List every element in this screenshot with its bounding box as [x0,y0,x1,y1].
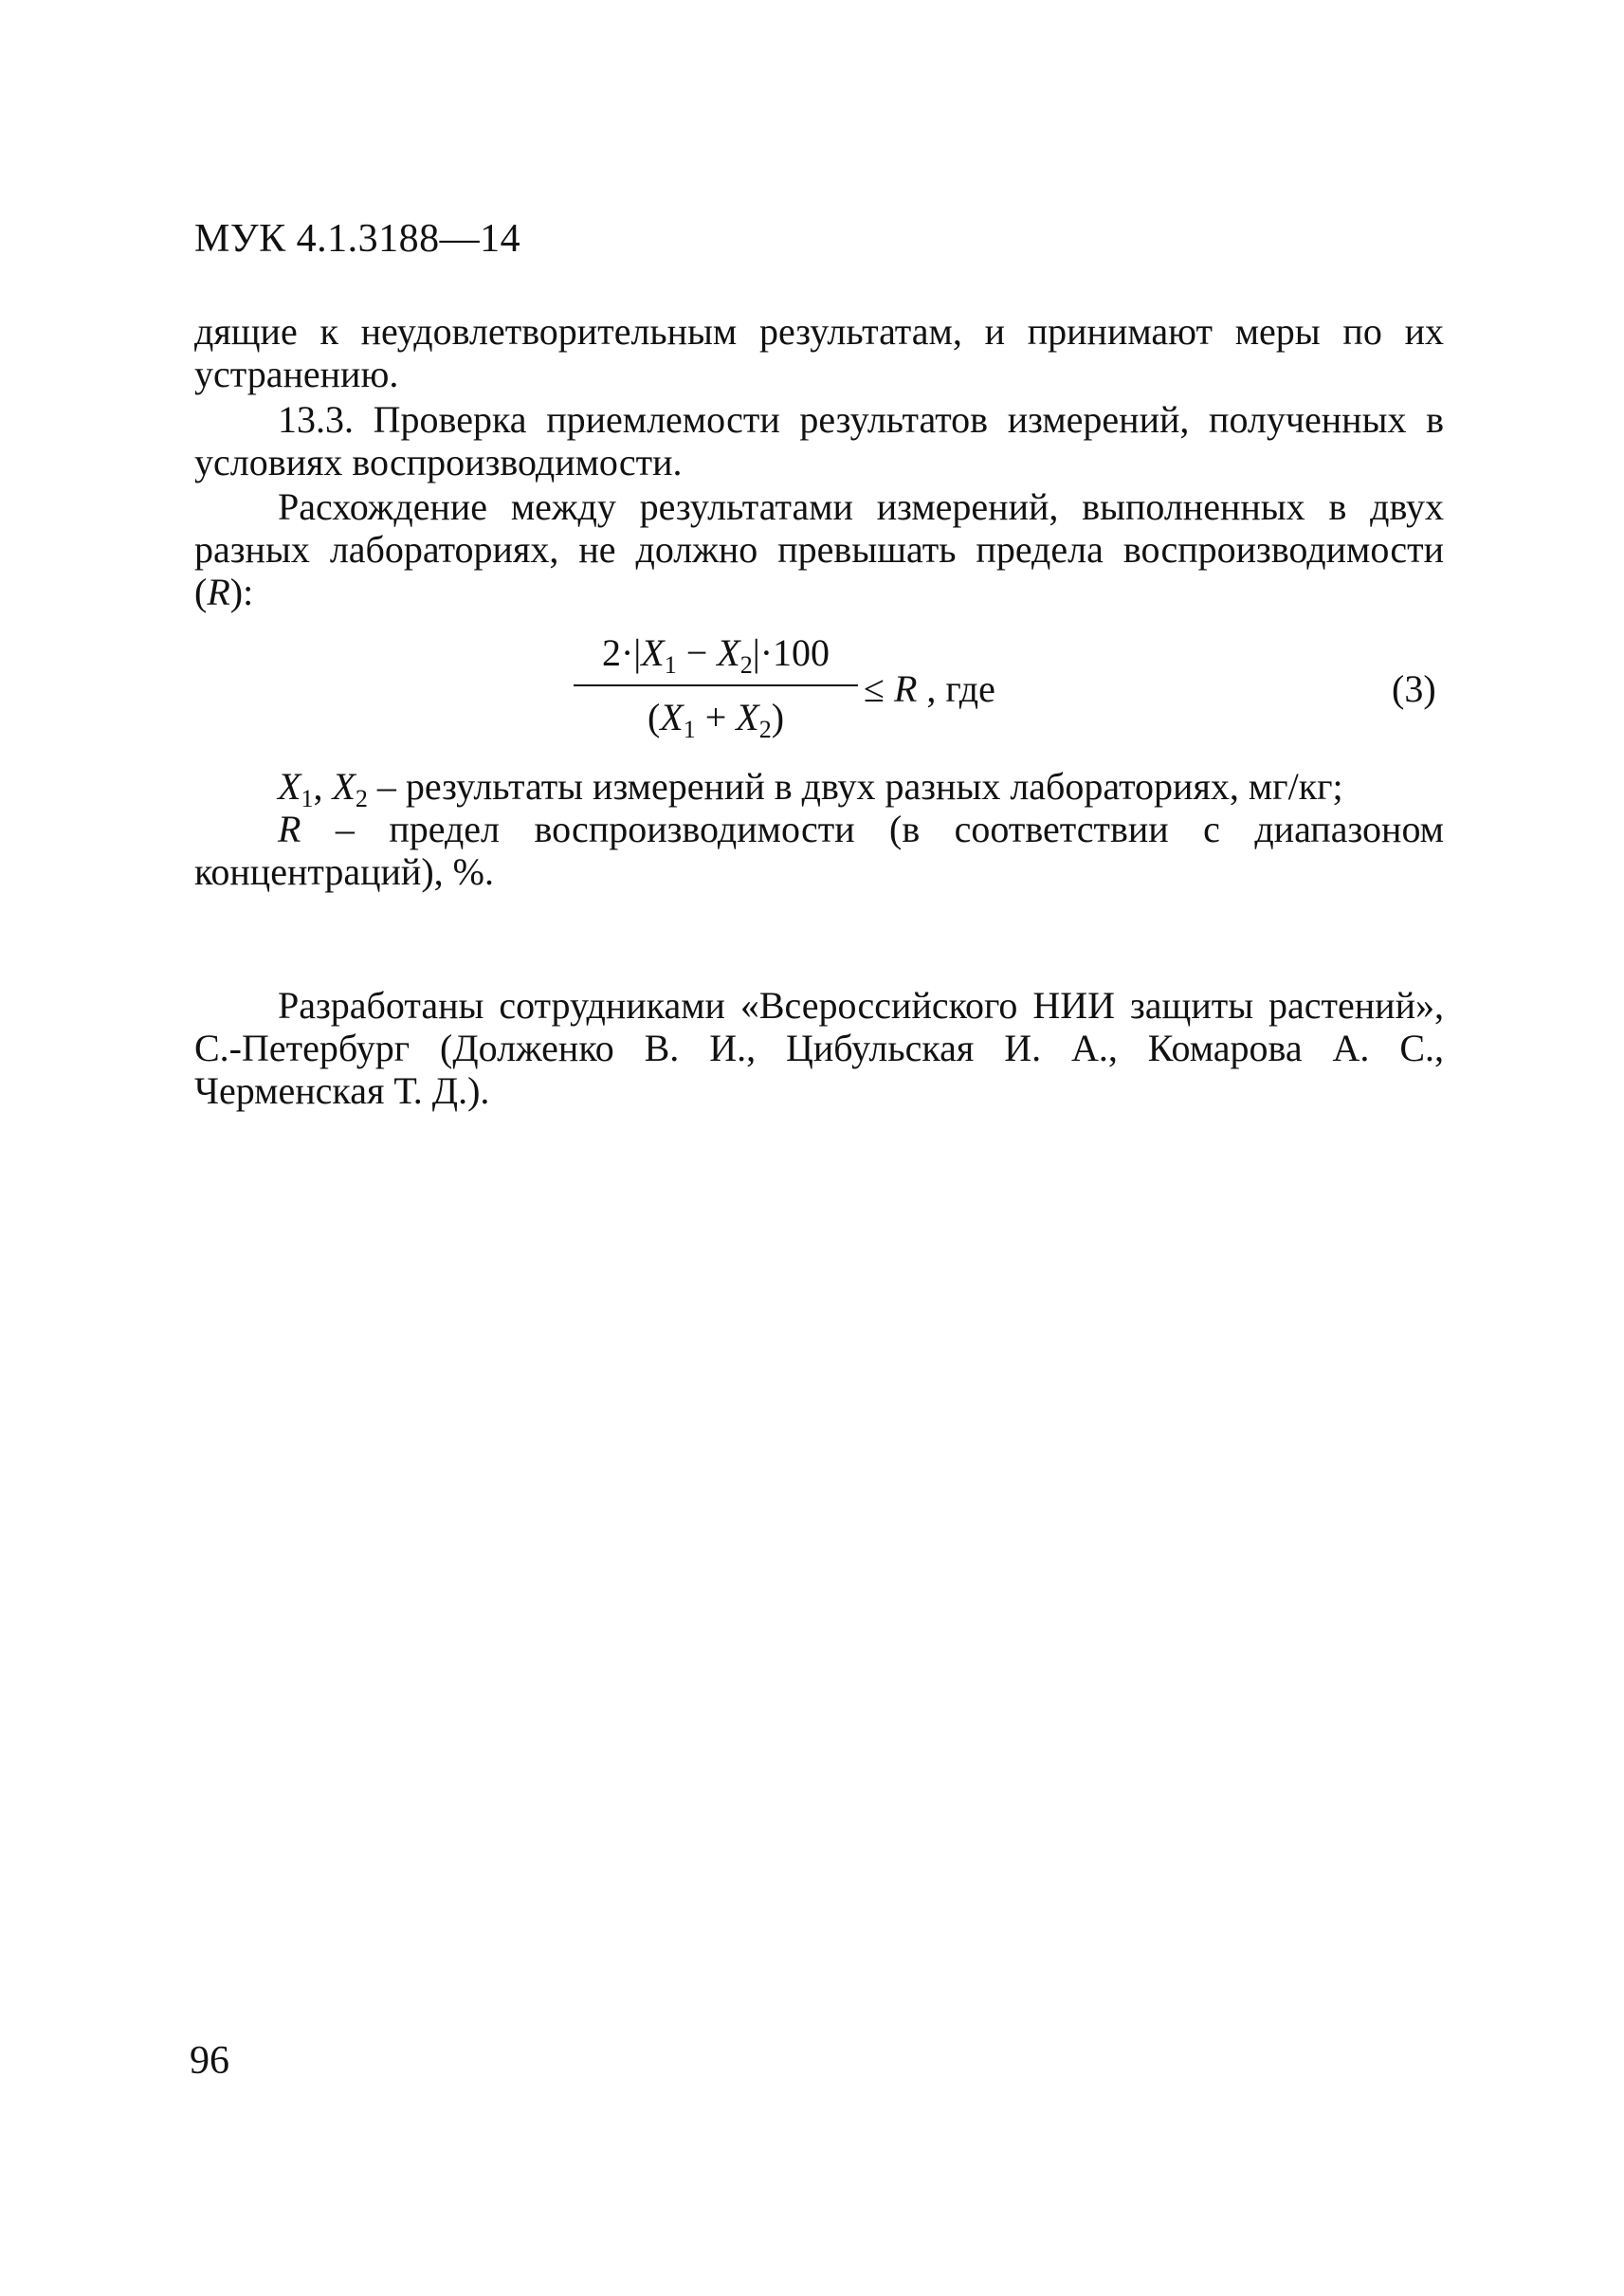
definition-x1-x2: $X_1$, $X_2$ – результаты измерений в двух разных лабораториях, мг/кг; [278,765,1343,812]
page-number: 96 [190,2039,229,2083]
paragraph-end: ): [229,571,254,613]
fraction-line [574,684,858,686]
section-heading-13-3: 13.3. Проверка приемлемости результатов измерений, полученных в условиях воспроизводимости. [194,398,1444,483]
formula-relation: ≤ R , где [864,667,995,710]
paragraph-continuation: дящие к неудовлетворительным результатам, и принимают меры по их устранению. [194,310,1444,395]
variable-r: R [207,571,230,613]
paragraph-text: Расхождение между результатами измерений, выполненных в двух разных лабораториях, не должно превышать предела воспроизводимости ( [194,485,1444,613]
equation-number: (3) [1392,667,1436,710]
formula-fraction [574,630,858,754]
document-code-header: МУК 4.1.3188—14 [194,217,521,261]
definition-r: R – предел воспроизводимости (в соответствии с диапазоном концентраций), %. [194,808,1444,893]
formula-denominator: $(X_1 + X_2)$ [647,696,785,743]
credits-paragraph: Разработаны сотрудниками «Всероссийского НИИ защиты растений», С.-Петербург (Долженко В. И., Цибульская И. А., Комарова А. С., Черменская Т. Д.). [194,984,1444,1112]
paragraph-reproducibility [194,485,1444,613]
formula-3 [574,630,1048,754]
formula-numerator: $2\cdot|X_1 - X_2|\cdot 100$ [601,631,830,679]
